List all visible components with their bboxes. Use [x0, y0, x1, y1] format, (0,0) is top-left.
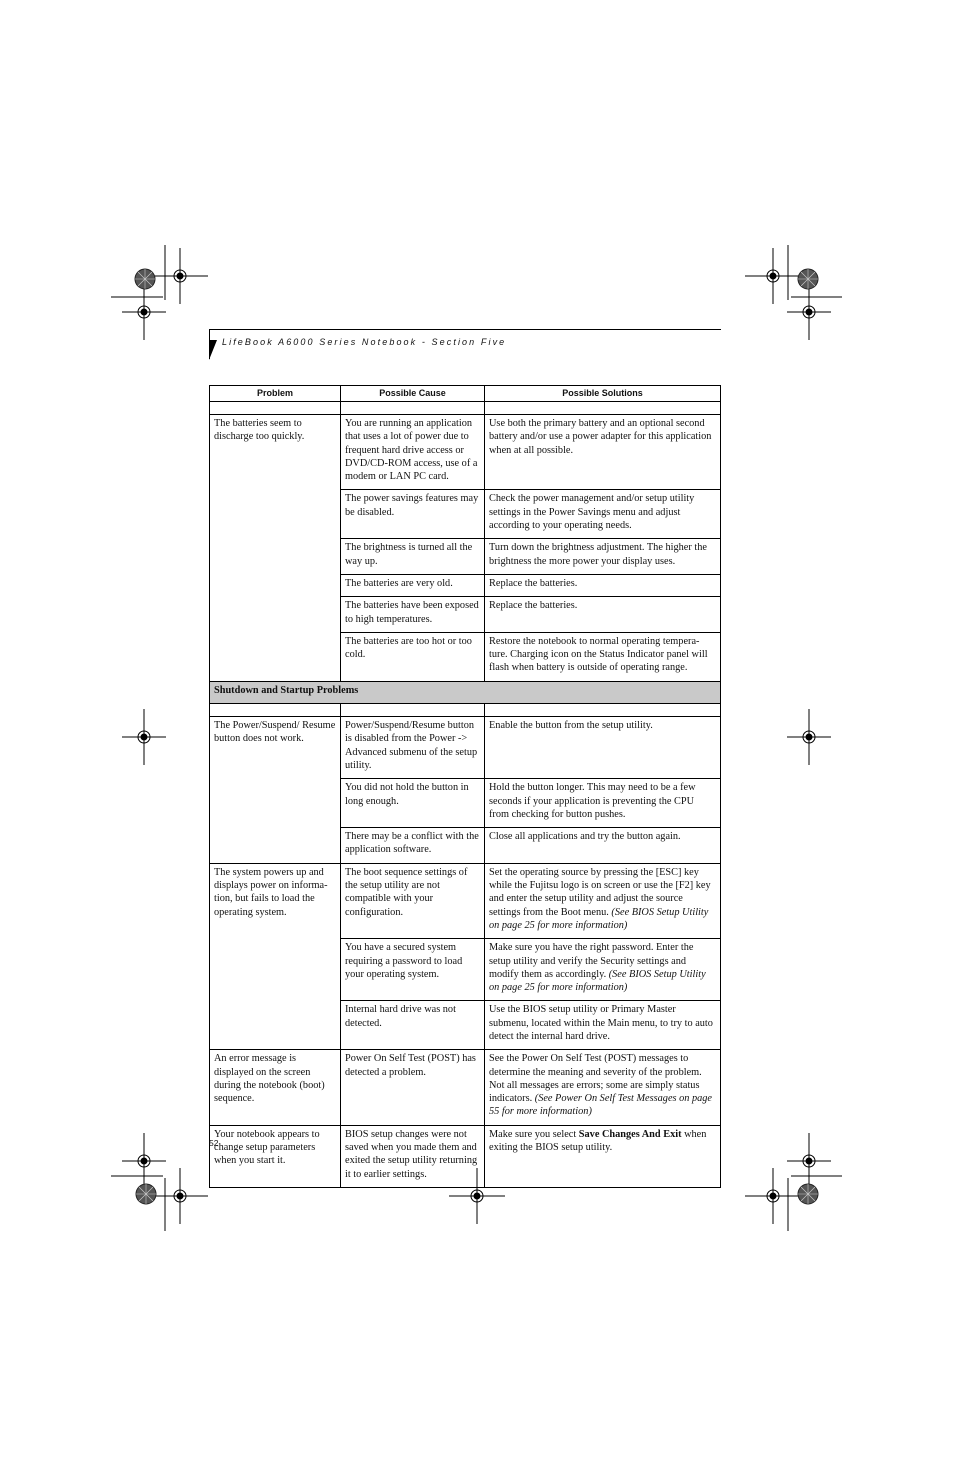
cause-cell: The batteries have been exposed to high temperatures. — [341, 597, 485, 633]
solution-cell — [485, 1050, 721, 1125]
cause-cell: The power savings features may be disabled. — [341, 490, 485, 539]
solution-text: Make sure you have the right password. Enter the setup utility and verify the Security settings and modify them as accordingly. — [489, 942, 694, 980]
column-header-solutions: Possible Solutions — [485, 386, 721, 402]
problem-cell: The Power/Suspend/ Resume button does not work. — [210, 717, 341, 864]
solution-cell: Turn down the brightness adjustment. The higher the brightness the more power your display uses. — [485, 539, 721, 575]
solution-reference: (See BIOS Setup Utility on page 25 for more information) — [489, 968, 706, 994]
cause-cell: You are running an application that uses a lot of power due to frequent hard drive access or DVD/CD-ROM access, use of a modem or LAN PC card. — [341, 415, 485, 490]
cause-cell: The brightness is turned all the way up. — [341, 539, 485, 575]
table-row — [210, 1125, 721, 1187]
solution-emphasis: Save Changes And Exit — [578, 1128, 682, 1140]
solution-reference: (See Power On Self Test Messages on page 55 for more information) — [489, 1093, 712, 1118]
table-row — [210, 717, 721, 779]
table-row — [210, 863, 721, 938]
solution-text: Make sure you select — [489, 1128, 577, 1140]
cause-cell: You have a secured system requiring a password to load your operating system. — [341, 939, 485, 1001]
solution-cell: Check the power management and/or setup utility settings in the Power Savings menu and adjust according to your operating needs. — [485, 490, 721, 539]
solution-text: See the Power On Self Test (POST) messages to determine the meaning and severity of the problem. Not all messages are errors; some are simply status indicators. — [489, 1053, 702, 1105]
problem-cell: The system powers up and displays power on informa-tion, but fails to load the operating system. — [210, 863, 341, 1050]
section-header-row — [210, 681, 721, 703]
header-rule — [209, 329, 721, 330]
table-spacer-row — [210, 402, 721, 415]
cause-cell: Internal hard drive was not detected. — [341, 1001, 485, 1050]
column-header-problem: Problem — [210, 386, 341, 402]
table-row — [210, 1050, 721, 1125]
cause-cell: The batteries are too hot or too cold. — [341, 632, 485, 681]
solution-cell: Enable the button from the setup utility. — [485, 717, 721, 779]
problem-cell: An error message is displayed on the screen during the notebook (boot) sequence. — [210, 1050, 341, 1125]
solution-text-after: when exiting the BIOS setup utility. — [489, 1128, 707, 1154]
table-row — [210, 415, 721, 490]
header-flag-icon — [209, 340, 217, 360]
cause-cell: Power On Self Test (POST) has detected a problem. — [341, 1050, 485, 1125]
running-title: LifeBook A6000 Series Notebook - Section Five — [222, 337, 507, 347]
column-header-cause: Possible Cause — [341, 386, 485, 402]
solution-cell: Use both the primary battery and an optional second battery and/or use a power adapter for this application when at all possible. — [485, 415, 721, 490]
solution-reference: (See BIOS Setup Utility on page 25 for more information) — [489, 906, 709, 931]
solution-cell: Use the BIOS setup utility or Primary Master submenu, located within the Main menu, to try to auto detect the internal hard drive. — [485, 1001, 721, 1050]
cause-cell: Power/Suspend/Resume button is disabled from the Power -> Advanced submenu of the setup utility. — [341, 717, 485, 779]
problem-cell: Your notebook appears to change setup parameters when you start it. — [210, 1125, 341, 1187]
solution-cell — [485, 863, 721, 938]
solution-text: Set the operating source by pressing the [ESC] key while the Fujitsu logo is on screen or use the [F2] key and enter the setup utility and adjust the source settings from the Boot menu. — [489, 866, 711, 918]
table-header-row — [210, 386, 721, 402]
solution-cell — [485, 1125, 721, 1187]
solution-cell: Replace the batteries. — [485, 574, 721, 596]
section-title: Shutdown and Startup Problems — [210, 681, 721, 703]
cause-cell: BIOS setup changes were not saved when you made them and exited the setup utility returning it to earlier settings. — [341, 1125, 485, 1187]
cause-cell: There may be a conflict with the application software. — [341, 828, 485, 864]
table-spacer-row — [210, 704, 721, 717]
problem-cell: The batteries seem to discharge too quickly. — [210, 415, 341, 682]
cause-cell: The batteries are very old. — [341, 574, 485, 596]
cause-cell: The boot sequence settings of the setup utility are not compatible with your configuration. — [341, 863, 485, 938]
solution-cell — [485, 939, 721, 1001]
solution-cell: Replace the batteries. — [485, 597, 721, 633]
page-number: 52 — [209, 1138, 219, 1148]
solution-cell: Close all applications and try the button again. — [485, 828, 721, 864]
solution-cell: Hold the button longer. This may need to be a few seconds if your application is preventing the CPU from checking for button pushes. — [485, 779, 721, 828]
cause-cell: You did not hold the button in long enough. — [341, 779, 485, 828]
solution-cell: Restore the notebook to normal operating tempera-ture. Charging icon on the Status Indicator panel will flash when battery is outside of operating range. — [485, 632, 721, 681]
troubleshooting-table — [209, 385, 721, 1188]
